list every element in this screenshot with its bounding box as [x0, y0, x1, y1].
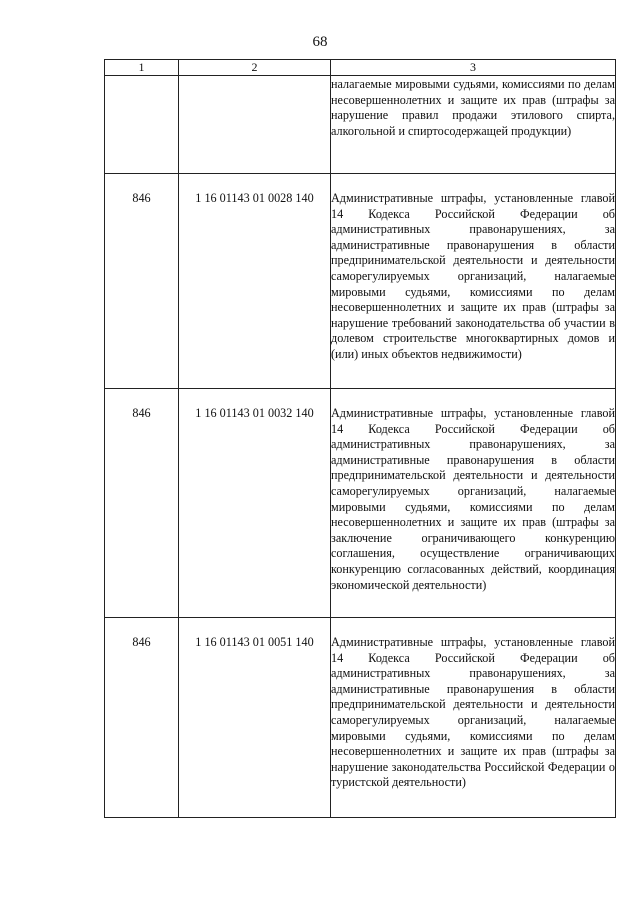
admin-code: 846 — [132, 635, 151, 649]
column-header-1: 1 — [105, 60, 179, 76]
description-cell — [331, 174, 616, 389]
continuation-cell-description — [331, 76, 616, 174]
description-text: Административные штрафы, установленные главой 14 Кодекса Российской Федерации об административных правонарушениях, за административные правонарушения в области предпринимательской деятельности и деятельности саморегулируемых организаций, налагаемые мировыми судьями, комиссиями по делам несовершеннолетних и защите их прав (штрафы за нарушение законодательства Российской Федерации о туристской деятельности) — [331, 635, 615, 790]
table-row — [105, 174, 616, 389]
admin-code-cell — [105, 389, 179, 618]
admin-code-cell — [105, 618, 179, 818]
admin-code-cell — [105, 174, 179, 389]
continuation-description-text: налагаемые мировыми судьями, комиссиями по делам несовершеннолетних и защите их прав (штрафы за нарушение правил продажи этилового спирта, алкогольной и спиртосодержащей продукции) — [331, 77, 615, 138]
kbk-code-cell — [179, 174, 331, 389]
table-row-continuation — [105, 76, 616, 174]
page-number: 68 — [312, 34, 328, 50]
description-text: Административные штрафы, установленные главой 14 Кодекса Российской Федерации об административных правонарушениях, за административные правонарушения в области предпринимательской деятельности и деятельности саморегулируемых организаций, налагаемые мировыми судьями, комиссиями по делам несовершеннолетних и защите их прав (штрафы за заключение ограничивающего конкуренцию соглашения, осуществление ограничивающих конкуренцию согласованных действий, координация экономической деятельности) — [331, 406, 615, 592]
admin-code: 846 — [132, 406, 151, 420]
table-header-row — [105, 60, 616, 76]
kbk-code: 1 16 01143 01 0051 140 — [195, 635, 314, 649]
column-header-3: 3 — [331, 60, 616, 76]
kbk-code: 1 16 01143 01 0028 140 — [195, 191, 314, 205]
admin-code: 846 — [132, 191, 151, 205]
description-cell — [331, 389, 616, 618]
continuation-cell-admin — [105, 76, 179, 174]
kbk-code-cell — [179, 389, 331, 618]
budget-codes-table — [104, 59, 616, 818]
column-header-2: 2 — [179, 60, 331, 76]
description-cell — [331, 618, 616, 818]
description-text: Административные штрафы, установленные главой 14 Кодекса Российской Федерации об административных правонарушениях, за административные правонарушения в области предпринимательской деятельности и деятельности саморегулируемых организаций, налагаемые мировыми судьями, комиссиями по делам несовершеннолетних и защите их прав (штрафы за нарушение требований законодательства об участии в долевом строительстве многоквартирных домов и (или) иных объектов недвижимости) — [331, 191, 615, 361]
continuation-cell-kbk — [179, 76, 331, 174]
table-row — [105, 389, 616, 618]
kbk-code-cell — [179, 618, 331, 818]
table-row — [105, 618, 616, 818]
kbk-code: 1 16 01143 01 0032 140 — [195, 406, 314, 420]
